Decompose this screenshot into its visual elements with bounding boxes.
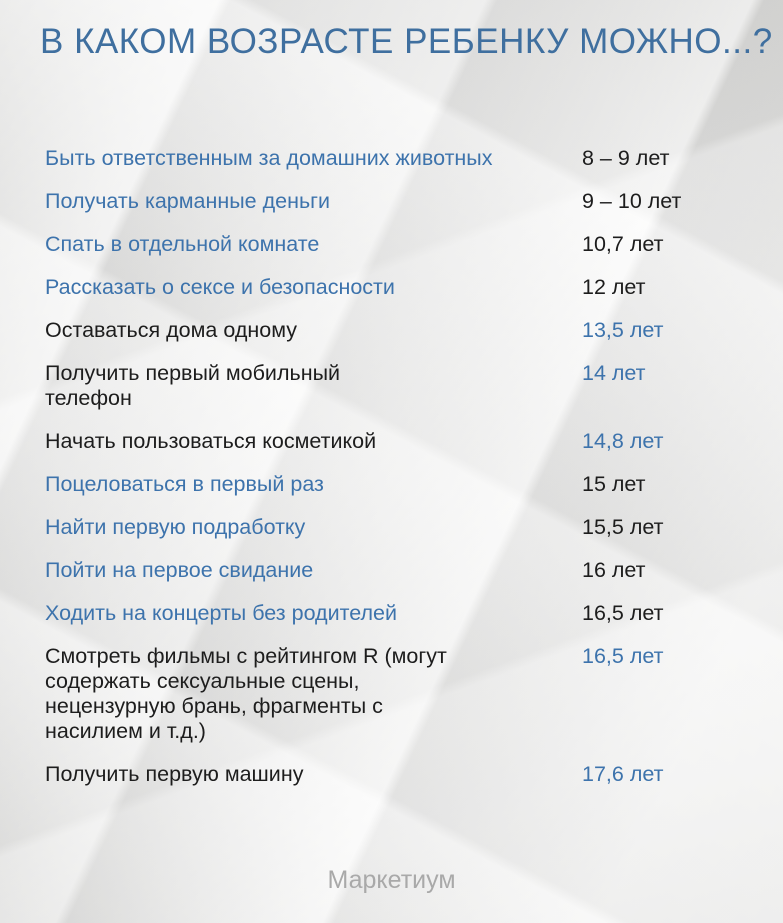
age-value: 9 – 10 лет: [582, 189, 682, 213]
age-value: 16,5 лет: [582, 601, 664, 625]
age-list: [45, 146, 745, 805]
list-item: [45, 318, 745, 343]
age-value: 16,5 лет: [582, 644, 664, 668]
list-item: [45, 601, 745, 626]
activity-label: Получить первый мобильный телефон: [45, 361, 341, 410]
activity-label: Начать пользоваться косметикой: [45, 429, 377, 453]
list-item: [45, 644, 745, 744]
activity-label: Получать карманные деньги: [45, 189, 331, 213]
list-item: [45, 232, 745, 257]
list-item: [45, 515, 745, 540]
activity-label: Оставаться дома одному: [45, 318, 297, 342]
list-item: [45, 762, 745, 787]
page-title: В КАКОМ ВОЗРАСТЕ РЕБЕНКУ МОЖНО...?: [40, 22, 773, 61]
activity-label: Пойти на первое свидание: [45, 558, 314, 582]
age-value: 14,8 лет: [582, 429, 664, 453]
brand-footer: Маркетиум: [327, 866, 456, 894]
age-value: 16 лет: [582, 558, 646, 582]
age-value: 12 лет: [582, 275, 646, 299]
activity-label: Ходить на концерты без родителей: [45, 601, 397, 625]
list-item: [45, 558, 745, 583]
activity-label: Рассказать о сексе и безопасности: [45, 275, 395, 299]
age-value: 15,5 лет: [582, 515, 664, 539]
list-item: [45, 429, 745, 454]
list-item: [45, 275, 745, 300]
list-item: [45, 361, 745, 411]
list-item: [45, 189, 745, 214]
age-value: 10,7 лет: [582, 232, 664, 256]
age-value: 17,6 лет: [582, 762, 664, 786]
age-value: 15 лет: [582, 472, 646, 496]
activity-label: Поцеловаться в первый раз: [45, 472, 324, 496]
activity-label: Быть ответственным за домашних животных: [45, 146, 493, 170]
list-item: [45, 146, 745, 171]
age-value: 8 – 9 лет: [582, 146, 670, 170]
activity-label: Получить первую машину: [45, 762, 304, 786]
activity-label: Смотреть фильмы с рейтингом R (могут содержать сексуальные сцены, нецензурную брань, фрагменты с насилием и т.д.): [45, 644, 447, 743]
age-value: 13,5 лет: [582, 318, 664, 342]
age-value: 14 лет: [582, 361, 646, 385]
activity-label: Спать в отдельной комнате: [45, 232, 320, 256]
list-item: [45, 472, 745, 497]
activity-label: Найти первую подработку: [45, 515, 306, 539]
